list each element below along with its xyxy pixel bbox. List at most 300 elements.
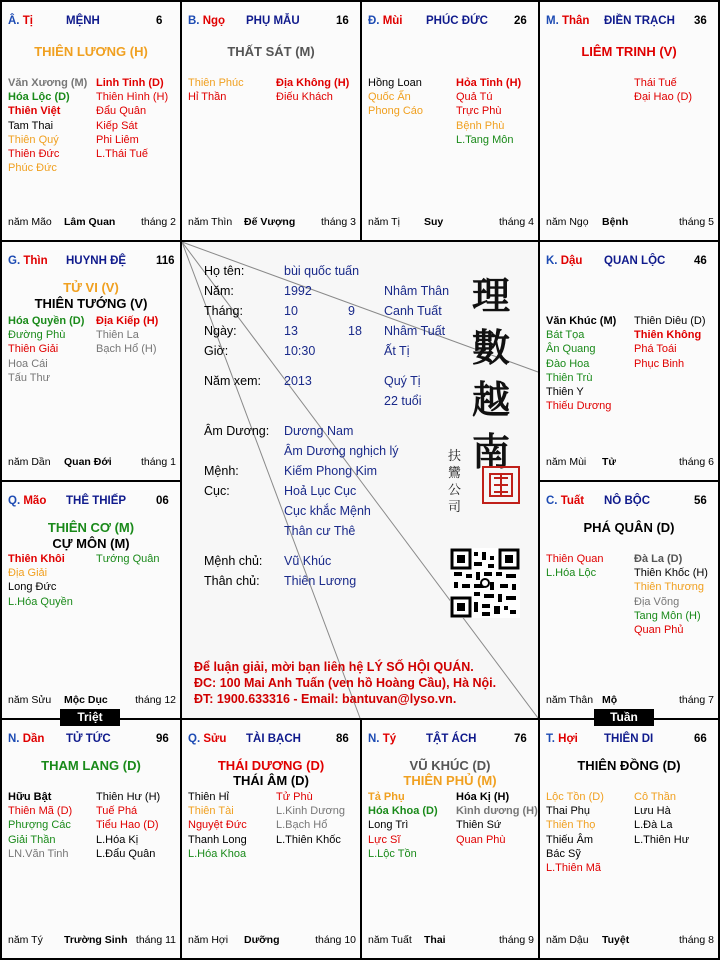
palace-name: HUYNH ĐỆ: [66, 255, 127, 267]
palace-chi: Ngọ: [202, 15, 226, 27]
major-star: THIÊN CƠ (M): [47, 520, 135, 535]
palace-suu[interactable]: [180, 718, 362, 960]
minor-star: L.Đẩu Quân: [96, 847, 156, 860]
minor-star: Quả Tú: [456, 91, 493, 104]
minor-star: L.Hóa Kị: [96, 833, 139, 846]
minor-star: Đại Hao (D): [634, 91, 693, 104]
minor-star: Thai Phụ: [546, 805, 591, 818]
minor-star: Phục Binh: [634, 357, 685, 370]
palace-number: 46: [694, 255, 707, 267]
footer-phase: Lâm Quan: [64, 216, 116, 228]
palace-can: N.: [8, 733, 20, 745]
center-panel: [182, 242, 538, 718]
palace-number: 116: [156, 255, 175, 267]
menh-value: Kiếm Phong Kim: [284, 464, 378, 478]
menh-label: Mệnh:: [204, 464, 239, 478]
minor-star: Quốc Ấn: [368, 91, 411, 104]
major-star: THIÊN ĐỒNG (D): [577, 758, 681, 773]
menh-chu-value: Vũ Khúc: [284, 554, 332, 568]
minor-star: Thiên Trù: [546, 371, 593, 384]
footer-month: tháng 6: [678, 456, 714, 468]
palace-name: THÊ THIẾP: [66, 495, 127, 507]
cuc-note: Cục khắc Mệnh: [284, 504, 371, 518]
minor-star: LN.Văn Tinh: [8, 847, 69, 860]
minor-star: Tang Môn (H): [634, 609, 701, 622]
footer-month: tháng 8: [678, 934, 714, 946]
footer-year: năm Mão: [8, 216, 52, 228]
major-star: TỬ VI (V): [63, 280, 119, 295]
palace-footer: [368, 934, 534, 948]
palace-number: 56: [694, 495, 707, 507]
minor-star: Long Đức: [8, 581, 57, 594]
palace-title: [368, 15, 527, 27]
footer-phase: Đế Vượng: [244, 216, 296, 228]
palace-can: B.: [188, 15, 200, 27]
minor-star: Đẩu Quân: [96, 105, 147, 118]
minor-star: Hỉ Thần: [188, 91, 227, 104]
minor-star: Văn Khúc (M): [546, 315, 617, 327]
menh-chu-label: Mệnh chủ:: [204, 554, 263, 568]
minor-star: Đường Phù: [8, 329, 66, 342]
minor-star: L.Kinh Dương: [276, 805, 346, 818]
minor-star: Nguyệt Đức: [188, 819, 247, 832]
palace-mao[interactable]: [0, 480, 182, 720]
palace-title: [546, 733, 707, 745]
footer-phase: Suy: [424, 216, 444, 228]
than-chu-value: Thiên Lương: [284, 574, 357, 588]
callig-char-3: 越: [472, 377, 511, 422]
minor-star: Cô Thần: [634, 791, 676, 803]
minor-star: Bạch Hổ (H): [96, 343, 157, 356]
footer-phase: Tử: [602, 456, 617, 468]
footer-phase: Mộc Dục: [64, 694, 108, 706]
nam-xem-can-chi: Quý Tị: [384, 374, 421, 388]
footer-month: tháng 7: [678, 694, 714, 706]
star-column-right: [456, 790, 538, 847]
major-star: THIÊN TƯỚNG (V): [34, 296, 148, 311]
palace-chi: Mùi: [382, 15, 403, 27]
minor-star: L.Đà La: [634, 819, 673, 832]
palace-name: ĐIỀN TRẠCH: [604, 15, 675, 27]
palace-chi: Mão: [23, 495, 47, 507]
palace-mui[interactable]: [360, 0, 540, 242]
palace-chi: Dần: [22, 733, 45, 745]
minor-star: Hóa Kị (H): [456, 791, 510, 803]
minor-star: Lực Sĩ: [368, 833, 401, 846]
footer-month: tháng 5: [678, 216, 714, 228]
footer-year: năm Dậu: [546, 934, 589, 946]
palace-chi: Tị: [22, 15, 33, 27]
star-column-right: [276, 76, 349, 104]
thang-value: 10: [284, 304, 298, 318]
nam-label: Năm:: [204, 284, 234, 298]
palace-title: [546, 495, 707, 507]
palace-title: [8, 255, 175, 267]
minor-star: Hóa Quyền (D): [8, 315, 85, 327]
star-column-left: [8, 552, 73, 609]
minor-star: Thiên Hình (H): [96, 91, 169, 104]
minor-star: Thiên Không: [634, 329, 702, 342]
palace-ty[interactable]: [0, 0, 182, 242]
tuan-badge: Tuần: [594, 709, 654, 726]
footer-phase: Bệnh: [602, 216, 629, 228]
major-star: THIÊN PHỦ (M): [403, 773, 497, 788]
contact-line-2: ĐC: 100 Mai Anh Tuấn (ven hồ Hoàng Cầu), Hà Nội.: [194, 676, 497, 690]
minor-star: Thiên Đức: [8, 148, 60, 161]
palace-chi: Thìn: [23, 255, 48, 267]
star-column-left: [546, 314, 616, 413]
star-column-left: [368, 76, 423, 119]
footer-year: năm Sửu: [8, 694, 52, 706]
footer-month: tháng 12: [135, 694, 176, 706]
palace-footer: [546, 934, 714, 948]
footer-phase: Dưỡng: [244, 934, 280, 946]
minor-star: L.Thiên Khốc: [276, 833, 341, 846]
star-column-right: [96, 790, 160, 861]
ho-ten-label: Họ tên:: [204, 264, 245, 278]
ngay-value: 13: [284, 324, 298, 338]
major-star: PHÁ QUÂN (D): [583, 520, 675, 535]
minor-star: Tả Phụ: [368, 791, 405, 803]
minor-star: Tử Phù: [276, 791, 313, 803]
gio-value: 10:30: [284, 344, 316, 358]
minor-star: Thiên Quan: [546, 553, 604, 565]
palace-chi: Hợi: [558, 733, 578, 745]
palace-ngo[interactable]: [180, 0, 362, 242]
triet-badge: Triệt: [60, 709, 120, 726]
palace-footer: [8, 934, 176, 948]
palace-footer: [546, 216, 714, 230]
palace-chi: Sửu: [203, 733, 227, 745]
callig-char-2: 數: [472, 325, 511, 370]
palace-can: Đ.: [368, 15, 380, 27]
footer-year: năm Ngọ: [546, 216, 589, 228]
minor-star: Thiên Khôi: [8, 553, 65, 565]
minor-star: Phong Cáo: [368, 105, 424, 118]
contact-line-1: Để luận giải, mời bạn liên hệ LÝ SỐ HỘI QUÁN.: [194, 660, 474, 674]
palace-name: QUAN LỘC: [604, 255, 666, 267]
palace-name: MỆNH: [66, 15, 100, 27]
minor-star: Thiên Giải: [8, 343, 59, 356]
minor-star: L.Bạch Hổ: [276, 819, 328, 832]
palace-can: M.: [546, 15, 559, 27]
tuoi-value: 22 tuổi: [384, 394, 422, 408]
footer-year: năm Mùi: [546, 456, 587, 468]
star-column-left: [8, 790, 72, 861]
palace-ty2[interactable]: [360, 718, 540, 960]
minor-star: L.Hóa Lộc: [546, 567, 597, 580]
nam-xem-value: 2013: [284, 374, 312, 388]
minor-star: Kình dương (H): [456, 805, 538, 818]
palace-can: N.: [368, 733, 380, 745]
palace-can: Q.: [8, 495, 21, 507]
minor-star: Bát Tọa: [546, 329, 585, 342]
star-column-right: [96, 314, 158, 357]
red-seal-icon: [482, 466, 520, 504]
palace-hoi[interactable]: [538, 718, 720, 960]
minor-star: Thiên Thương: [634, 581, 705, 594]
minor-star: L.Thái Tuế: [96, 148, 148, 161]
minor-star: Thiên Sứ: [456, 819, 502, 832]
minor-star: Phúc Đức: [8, 162, 57, 175]
cuc-label: Cục:: [204, 484, 230, 498]
seal-text: 扶鸞公司: [448, 449, 462, 515]
palace-name: TÀI BẠCH: [246, 733, 301, 745]
minor-star: Quan Phủ: [634, 624, 684, 637]
palace-footer: [368, 216, 534, 230]
minor-star: Tuế Phá: [96, 805, 138, 818]
star-column-right: [634, 790, 689, 847]
footer-year: năm Tuất: [368, 934, 412, 946]
palace-title: [188, 15, 349, 27]
minor-star: Thiên La: [96, 329, 139, 342]
palace-number: 6: [156, 15, 163, 27]
palace-number: 36: [694, 15, 707, 27]
gio-can-chi: Ất Tị: [384, 344, 410, 358]
star-column-right: [456, 76, 521, 147]
palace-number: 86: [336, 733, 349, 745]
thang-can-chi: Canh Tuất: [384, 304, 442, 318]
palace-footer: [8, 694, 176, 708]
footer-month: tháng 4: [498, 216, 534, 228]
palace-title: [8, 733, 169, 745]
major-star: THÁI ÂM (D): [233, 773, 309, 788]
palace-name: THIÊN DI: [604, 733, 654, 745]
minor-star: Tướng Quân: [96, 553, 160, 565]
palace-footer: [546, 456, 714, 470]
minor-star: Thiên Tài: [188, 805, 234, 818]
footer-year: năm Thân: [546, 694, 594, 706]
minor-star: Tấu Thư: [8, 371, 51, 384]
minor-star: Hữu Bật: [8, 791, 52, 803]
star-column-right: [634, 314, 706, 371]
minor-star: Điếu Khách: [276, 91, 333, 104]
minor-star: Đào Hoa: [546, 357, 590, 370]
minor-star: Thiếu Âm: [546, 833, 594, 846]
minor-star: Hoa Cái: [8, 357, 48, 370]
major-star: THẤT SÁT (M): [227, 44, 315, 59]
minor-star: Thiếu Dương: [546, 400, 612, 413]
minor-star: L.Tang Môn: [456, 133, 514, 146]
palace-name: TẬT ÁCH: [426, 733, 477, 745]
nam-can-chi: Nhâm Thân: [384, 284, 450, 298]
palace-number: 66: [694, 733, 707, 745]
major-star: LIÊM TRINH (V): [581, 44, 677, 59]
major-star: VŨ KHÚC (D): [409, 758, 491, 773]
minor-star: Địa Võng: [634, 595, 680, 608]
palace-footer: [188, 216, 356, 230]
am-duong-note: Âm Dương nghịch lý: [284, 444, 399, 458]
callig-char-4: 南: [472, 429, 511, 474]
minor-star: Thiên Quý: [8, 133, 59, 146]
footer-phase: Mộ: [602, 694, 618, 706]
palace-dan[interactable]: [0, 718, 182, 960]
minor-star: Hóa Lộc (D): [8, 91, 70, 104]
minor-star: Phi Liêm: [96, 133, 139, 146]
star-column-left: [546, 552, 603, 580]
palace-name: TỬ TỨC: [66, 733, 111, 745]
than-cu: Thân cư Thê: [284, 524, 356, 538]
minor-star: Hỏa Tinh (H): [456, 77, 522, 89]
qr-code-icon[interactable]: [450, 548, 520, 618]
minor-star: Thiên Y: [546, 386, 584, 399]
calligraphy: [472, 270, 510, 478]
major-star: THIÊN LƯƠNG (H): [34, 44, 148, 59]
palace-name: PHỤ MẪU: [246, 15, 300, 27]
star-column-left: [188, 790, 247, 861]
palace-title: [8, 15, 163, 27]
footer-month: tháng 11: [135, 934, 176, 946]
ho-ten-value: bùi quốc tuấn: [284, 264, 360, 278]
minor-star: Phượng Các: [8, 819, 71, 832]
major-star: THÁI DƯƠNG (D): [217, 758, 325, 773]
palace-thin[interactable]: [0, 240, 182, 482]
am-duong-value: Dương Nam: [284, 424, 354, 438]
minor-star: Tam Thai: [8, 119, 54, 132]
star-column-left: [546, 790, 604, 875]
palace-chi: Tý: [382, 733, 397, 745]
palace-tuat[interactable]: [538, 480, 720, 720]
palace-title: [546, 15, 707, 27]
star-column-left: [8, 314, 84, 385]
palace-number: 26: [514, 15, 527, 27]
major-star: CỰ MÔN (M): [52, 536, 130, 551]
palace-can: Â.: [8, 15, 20, 27]
minor-star: Thiên Hư (H): [96, 791, 161, 803]
minor-star: Lưu Hà: [634, 805, 671, 818]
footer-month: tháng 2: [140, 216, 176, 228]
palace-dau[interactable]: [538, 240, 720, 482]
palace-name: PHÚC ĐỨC: [426, 15, 488, 27]
palace-chi: Tuất: [560, 495, 585, 507]
palace-footer: [8, 216, 176, 230]
minor-star: Lộc Tồn (D): [546, 791, 604, 803]
star-column-left: [8, 76, 87, 175]
palace-can: K.: [546, 255, 558, 267]
minor-star: Thiên Việt: [8, 105, 61, 118]
star-column-right: [96, 552, 160, 566]
footer-phase: Quan Đới: [64, 456, 112, 468]
minor-star: Ân Quang: [546, 343, 596, 356]
minor-star: Thiên Diêu (D): [634, 315, 706, 327]
minor-star: Trực Phù: [456, 105, 502, 118]
thang-am-value: 9: [348, 304, 355, 318]
minor-star: Thiên Thọ: [546, 819, 596, 832]
ngay-label: Ngày:: [204, 324, 237, 338]
footer-phase: Thai: [424, 934, 446, 946]
palace-footer: [546, 694, 714, 708]
nam-xem-label: Năm xem:: [204, 374, 261, 388]
minor-star: Địa Kiếp (H): [96, 315, 159, 327]
am-duong-label: Âm Dương:: [204, 424, 270, 438]
minor-star: Bác Sỹ: [546, 847, 581, 860]
palace-than[interactable]: [538, 0, 720, 242]
than-chu-label: Thân chủ:: [204, 574, 260, 588]
footer-month: tháng 1: [140, 456, 176, 468]
footer-phase: Trường Sinh: [64, 934, 128, 946]
star-column-left: [188, 76, 244, 104]
palace-chi: Dậu: [560, 255, 583, 267]
minor-star: Linh Tinh (D): [96, 77, 164, 89]
footer-month: tháng 3: [320, 216, 356, 228]
minor-star: Đà La (D): [634, 553, 683, 565]
footer-month: tháng 9: [498, 934, 534, 946]
star-column-right: [634, 552, 708, 637]
major-star: THAM LANG (D): [41, 758, 141, 773]
thang-label: Tháng:: [204, 304, 243, 318]
star-column-right: [96, 76, 168, 161]
minor-star: L.Thiên Hư: [634, 833, 690, 846]
palace-can: Q.: [188, 733, 201, 745]
minor-star: Thiên Hỉ: [188, 791, 229, 803]
minor-star: L.Hóa Khoa: [188, 847, 247, 860]
ngay-am-value: 18: [348, 324, 362, 338]
palace-number: 96: [156, 733, 169, 745]
palace-number: 06: [156, 495, 169, 507]
cuc-value: Hoả Lục Cục: [284, 484, 357, 498]
contact-line-3[interactable]: ĐT: 1900.633316 - Email: bantuvan@lyso.vn.: [194, 692, 457, 706]
footer-year: năm Tị: [368, 216, 400, 228]
star-column-left: [368, 790, 438, 861]
palace-footer: [8, 456, 176, 470]
minor-star: Thái Tuế: [634, 77, 677, 89]
minor-star: Thanh Long: [188, 833, 247, 846]
minor-star: L.Hóa Quyền: [8, 595, 73, 608]
minor-star: Hồng Loan: [368, 77, 422, 89]
palace-title: [546, 255, 707, 267]
palace-number: 76: [514, 733, 527, 745]
footer-phase: Tuyệt: [602, 934, 630, 946]
palace-title: [368, 733, 527, 745]
star-column-right: [634, 76, 692, 104]
footer-year: năm Dần: [8, 456, 51, 468]
callig-char-1: 理: [472, 273, 511, 318]
palace-chi: Thân: [561, 15, 590, 27]
palace-name: NÔ BỘC: [604, 495, 650, 507]
minor-star: Hóa Khoa (D): [368, 805, 438, 818]
minor-star: Giải Thần: [8, 833, 56, 846]
palace-can: C.: [546, 495, 558, 507]
minor-star: Kiếp Sát: [96, 119, 138, 132]
minor-star: L.Thiên Mã: [546, 862, 602, 875]
footer-year: năm Tý: [8, 934, 43, 946]
minor-star: L.Lộc Tồn: [368, 847, 417, 860]
minor-star: Thiên Phúc: [188, 77, 244, 89]
minor-star: Địa Giải: [8, 567, 48, 580]
minor-star: Quan Phù: [456, 833, 506, 846]
minor-star: Phá Toái: [634, 343, 677, 356]
footer-year: năm Thìn: [188, 216, 233, 228]
palace-title: [8, 495, 169, 507]
minor-star: Thiên Khốc (H): [634, 567, 708, 580]
footer-month: tháng 10: [315, 934, 356, 946]
palace-number: 16: [336, 15, 349, 27]
minor-star: Long Trì: [368, 819, 409, 832]
minor-star: Thiên Mã (D): [8, 805, 73, 818]
footer-year: năm Hợi: [188, 934, 229, 946]
palace-title: [188, 733, 349, 745]
minor-star: Bệnh Phù: [456, 119, 505, 132]
minor-star: Tiểu Hao (D): [96, 819, 159, 832]
nam-value: 1992: [284, 284, 312, 298]
gio-label: Giờ:: [204, 344, 229, 358]
palace-can: T.: [546, 733, 555, 745]
minor-star: Văn Xương (M): [8, 77, 88, 89]
star-column-right: [276, 790, 345, 847]
minor-star: Địa Không (H): [276, 77, 350, 89]
palace-footer: [188, 934, 356, 948]
ngay-can-chi: Nhâm Tuất: [384, 324, 446, 338]
